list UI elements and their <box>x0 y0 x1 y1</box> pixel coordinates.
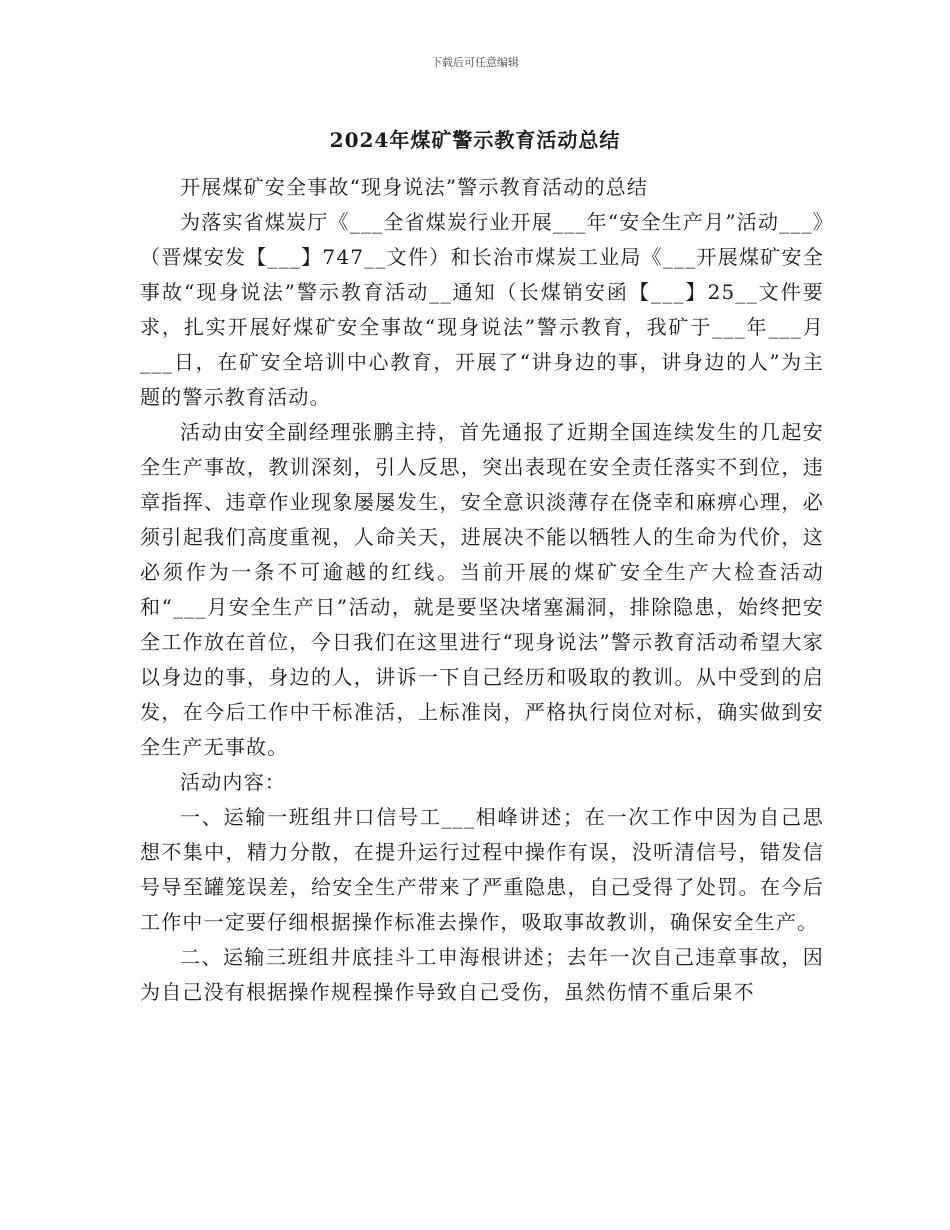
page-header-note: 下载后可任意编辑 <box>431 56 519 69</box>
intro-paragraph: 为落实省煤炭厅《___全省煤炭行业开展___年“安全生产月”活动___》（晋煤安发【___】747__文件）和长治市煤炭工业局《___开展煤矿安全事故“现身说法”警示教育活动__通知（长煤销安函【___】25__文件要求，扎实开展好煤矿安全事故“现身说法”警示教育，我矿于___年___月___日，在矿安全培训中心教育，开展了“讲身边的事，讲身边的人”为主题的警示教育活动。 <box>140 210 824 409</box>
activity-content-heading: 活动内容： <box>180 770 286 794</box>
activity-item-1: 一、运输一班组井口信号工___相峰讲述；在一次工作中因为自己思想不集中，精力分散，在提升运行过程中操作有误，没听清信号，错发信号导至罐笼误差，给安全生产带来了严重隐患，自己受得了处罚。在今后工作中一定要仔细根据操作标准去操作，吸取事故教训，确保安全生产。 <box>140 805 824 934</box>
activity-item-2: 二、运输三班组井底挂斗工申海根讲述；去年一次自己违章事故，因为自己没有根据操作规程操作导致自己受伤，虽然伤情不重后果不 <box>140 945 824 1004</box>
document-body <box>140 170 824 1010</box>
document-title: 2024年煤矿警示教育活动总结 <box>329 128 621 152</box>
subtitle-paragraph: 开展煤矿安全事故“现身说法”警示教育活动的总结 <box>180 175 649 199</box>
activity-overview-paragraph: 活动由安全副经理张鹏主持，首先通报了近期全国连续发生的几起安全生产事故，教训深刻，引人反思，突出表现在安全责任落实不到位，违章指挥、违章作业现象屡屡发生，安全意识淡薄存在侥幸和麻痹心理，必须引起我们高度重视，人命关天，进展决不能以牺牲人的生命为代价，这必须作为一条不可逾越的红线。当前开展的煤矿安全生产大检查活动和“___月安全生产日”活动，就是要坚决堵塞漏洞，排除隐患，始终把安全工作放在首位，今日我们在这里进行“现身说法”警示教育活动希望大家以身边的事，身边的人，讲诉一下自己经历和吸取的教训。从中受到的启发，在今后工作中干标准活，上标准岗，严格执行岗位对标，确实做到安全生产无事故。 <box>140 420 824 759</box>
